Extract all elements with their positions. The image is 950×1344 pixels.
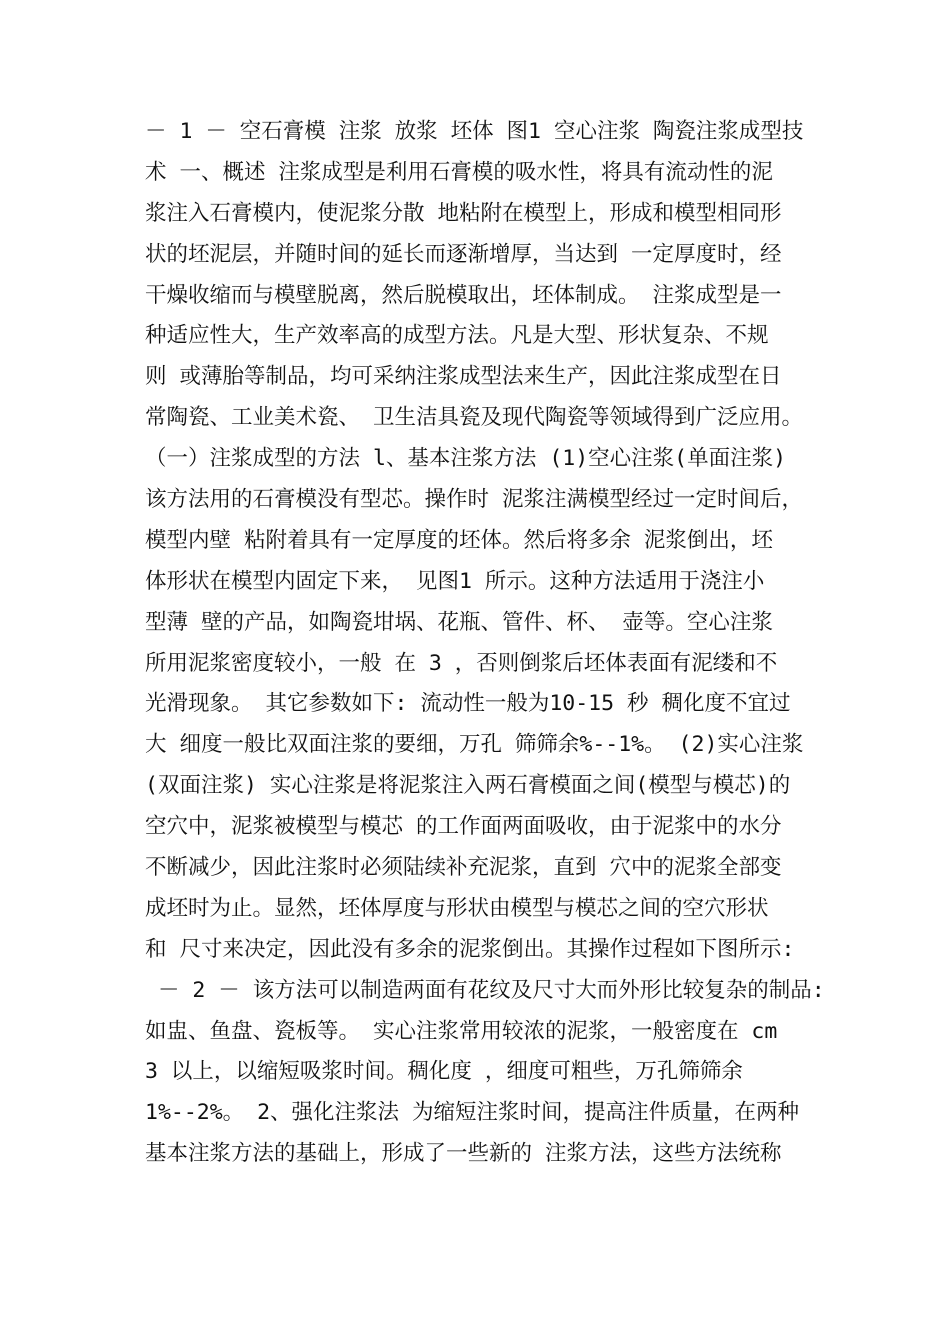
text-line: 状的坯泥层，并随时间的延长而逐渐增厚，当达到 一定厚度时，经 xyxy=(145,241,782,267)
text-line: 不断减少，因此注浆时必须陆续补充泥浆，直到 穴中的泥浆全部变 xyxy=(145,855,782,881)
text-line: 和 尺寸来决定，因此没有多余的泥浆倒出。其操作过程如下图所示: xyxy=(145,936,795,962)
text-line: 基本注浆方法的基础上，形成了一些新的 注浆方法，这些方法统称 xyxy=(145,1141,782,1167)
text-line: 常陶瓷、工业美术瓷、 卫生洁具瓷及现代陶瓷等领域得到广泛应用。 xyxy=(145,405,803,431)
body-text xyxy=(145,112,825,1175)
text-line: 浆注入石膏模内，使泥浆分散 地粘附在模型上，形成和模型相同形 xyxy=(145,200,782,226)
text-line: 干燥收缩而与模壁脱离，然后脱模取出，坯体制成。 注浆成型是一 xyxy=(145,282,782,308)
text-line: 如盅、鱼盘、瓷板等。 实心注浆常用较浓的泥浆，一般密度在 cm xyxy=(145,1018,778,1044)
text-line: (双面注浆) 实心注浆是将泥浆注入两石膏模面之间(模型与模芯)的 xyxy=(145,773,791,799)
text-line: － 1 － 空石膏模 注浆 放浆 坯体 图1 空心注浆 陶瓷注浆成型技 xyxy=(145,119,804,144)
text-line: 成坯时为止。显然，坯体厚度与形状由模型与模芯之间的空穴形状 xyxy=(145,895,769,921)
text-line: 空穴中，泥浆被模型与模芯 的工作面两面吸收，由于泥浆中的水分 xyxy=(145,814,782,840)
text-line: 则 或薄胎等制品，均可采纳注浆成型法来生产，因此注浆成型在日 xyxy=(145,364,782,390)
text-line: 模型内壁 粘附着具有一定厚度的坯体。然后将多余 泥浆倒出，坯 xyxy=(145,527,773,553)
text-line: 所用泥浆密度较小，一般 在 3 ，否则倒浆后坯体表面有泥缕和不 xyxy=(145,650,778,676)
text-line: 光滑现象。 其它参数如下: 流动性一般为10-15 秒 稠化度不宜过 xyxy=(145,691,791,717)
text-line: 种适应性大，生产效率高的成型方法。凡是大型、形状复杂、不规 xyxy=(145,323,769,349)
text-line: － 2 － 该方法可以制造两面有花纹及尺寸大而外形比较复杂的制品: xyxy=(145,977,825,1003)
text-line: 大 细度一般比双面注浆的要细，万孔 筛筛余%--1%。 (2)实心注浆 xyxy=(145,732,804,758)
text-line: （一）注浆成型的方法 l、基本注浆方法 (1)空心注浆(单面注浆) xyxy=(145,446,787,472)
text-line: 术 一、概述 注浆成型是利用石膏模的吸水性，将具有流动性的泥 xyxy=(145,159,773,185)
text-line: 1%--2%。 2、强化注浆法 为缩短注浆时间，提高注件质量，在两种 xyxy=(145,1100,799,1126)
text-line: 体形状在模型内固定下来， 见图1 所示。这种方法适用于浇注小 xyxy=(145,568,765,594)
text-line: 该方法用的石膏模没有型芯。操作时 泥浆注满模型经过一定时间后， xyxy=(145,487,803,513)
text-line: 3 以上，以缩短吸浆时间。稠化度 ，细度可粗些，万孔筛筛余 xyxy=(145,1059,743,1085)
text-line: 型薄 壁的产品，如陶瓷坩埚、花瓶、管件、杯、 壶等。空心注浆 xyxy=(145,609,773,635)
